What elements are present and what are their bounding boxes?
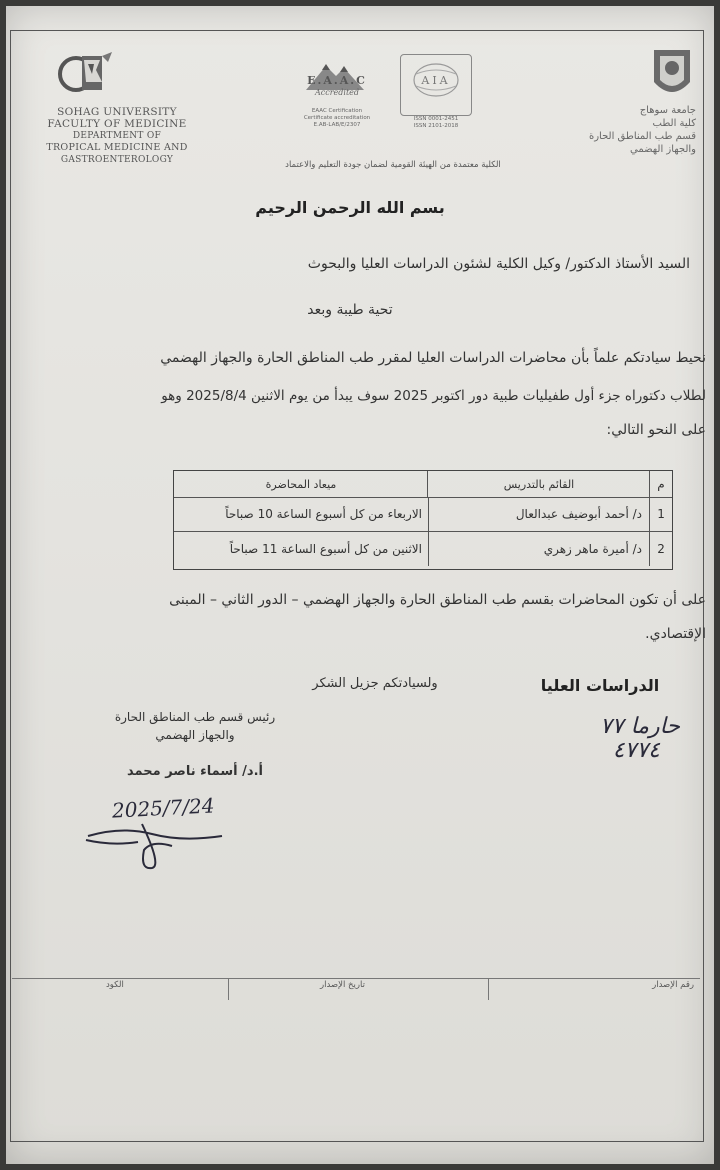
university-en-line: SOHAG UNIVERSITY — [57, 106, 177, 118]
postgrad-stamp-title: الدراسات العليا — [540, 676, 660, 695]
table-header-cell: م — [649, 471, 672, 497]
basmala: بسم الله الرحمن الرحيم — [255, 198, 445, 217]
signature-date: 2025/7/24 — [111, 793, 216, 823]
postgrad-stamp-line-2: ٤٧٧٤ — [612, 738, 660, 763]
university-logo — [58, 48, 116, 100]
signatory-title — [100, 708, 290, 744]
signatory-title-line: رئيس قسم طب المناطق الحارة — [114, 710, 276, 724]
aia-logo-text: AIA — [421, 74, 451, 87]
signatory-title-line: والجهاز الهضمي — [155, 728, 235, 742]
university-en-line: GASTROENTEROLOGY — [60, 155, 174, 165]
university-ar-line: قسم طب المناطق الحارة — [588, 131, 696, 142]
lecture-schedule-table — [173, 470, 673, 570]
location-line-1: على أن تكون المحاضرات بقسم طب المناطق الحارة والجهاز الهضمي – الدور الثاني – المبنى — [169, 592, 706, 608]
table-row — [174, 497, 672, 532]
greeting: تحية طيبة وبعد — [307, 302, 393, 318]
intro-line-3: على النحو التالي: — [606, 422, 706, 438]
aia-caption: ISSN 0001-2451 — [413, 116, 459, 122]
table-cell-instructor: د/ أحمد أبوضيف عبدالعال — [428, 497, 650, 531]
signatory-name: أ.د/ أسماء ناصر محمد — [127, 764, 263, 779]
postgrad-stamp-line-1: حارما ٧٧ — [599, 714, 680, 739]
footer-divider — [12, 978, 700, 979]
page-border — [10, 30, 704, 1142]
aia-caption: ISSN 2101-2018 — [413, 123, 459, 129]
eaac-logo-text: E.A.A.C — [307, 74, 367, 87]
faculty-logo — [650, 46, 694, 104]
table-cell-schedule: الاثنين من كل أسبوع الساعة 11 صباحاً — [229, 541, 422, 556]
eaac-caption: Certificate accreditation — [303, 115, 371, 121]
university-en-line: TROPICAL MEDICINE AND — [46, 142, 188, 153]
accreditation-note: الكلية معتمدة من الهيئة القومية لضمان جودة التعليم والاعتماد — [285, 160, 501, 170]
footer-issue-number-label: رقم الإصدار — [652, 980, 694, 990]
table-header-cell: القائم بالتدريس — [427, 471, 650, 497]
aia-logo — [398, 54, 474, 136]
thanks-line: ولسيادتكم جزيل الشكر — [312, 676, 438, 691]
university-en-line: FACULTY OF MEDICINE — [47, 118, 187, 130]
eaac-caption: E.AB-LAB/E/2307 — [313, 122, 361, 128]
eaac-accredited: Accredited — [314, 88, 360, 97]
university-name-ar — [566, 104, 696, 156]
footer-code-label: الكود — [106, 980, 124, 990]
university-en-line: DEPARTMENT OF — [72, 131, 162, 141]
table-cell-instructor: د/ أميرة ماهر زهري — [428, 531, 650, 566]
addressee: السيد الأستاذ الدكتور/ وكيل الكلية لشئون الدراسات العليا والبحوث — [307, 256, 690, 272]
table-header-row — [174, 471, 672, 498]
university-ar-line: كلية الطب — [652, 118, 696, 129]
table-row — [174, 531, 672, 566]
eaac-logo — [292, 52, 382, 136]
footer-issue-date-label: تاريخ الإصدار — [320, 980, 365, 990]
table-cell-schedule: الاربعاء من كل أسبوع الساعة 10 صباحاً — [225, 507, 422, 521]
university-ar-line: والجهاز الهضمي — [630, 144, 696, 155]
handwritten-signature — [82, 806, 272, 876]
table-cell-number: 1 — [649, 497, 672, 531]
table-cell-number: 2 — [649, 531, 672, 566]
intro-line-2: لطلاب دكتوراه جزء أول طفيليات طبية دور اكتوبر 2025 سوف يبدأ من يوم الاثنين 2025/8/4 وهو — [161, 388, 706, 404]
table-header-cell: ميعاد المحاضرة — [265, 477, 337, 491]
intro-line-1: نحيط سيادتكم علماً بأن محاضرات الدراسات العليا لمقرر طب المناطق الحارة والجهاز الهضمي — [160, 350, 706, 366]
university-name-en — [22, 106, 212, 166]
university-ar-line: جامعة سوهاج — [639, 105, 696, 116]
footer-separator — [488, 978, 489, 1000]
eaac-caption: EAAC Certification — [311, 108, 363, 114]
location-line-2: الإقتصادي. — [645, 626, 706, 642]
footer-separator — [228, 978, 229, 1000]
